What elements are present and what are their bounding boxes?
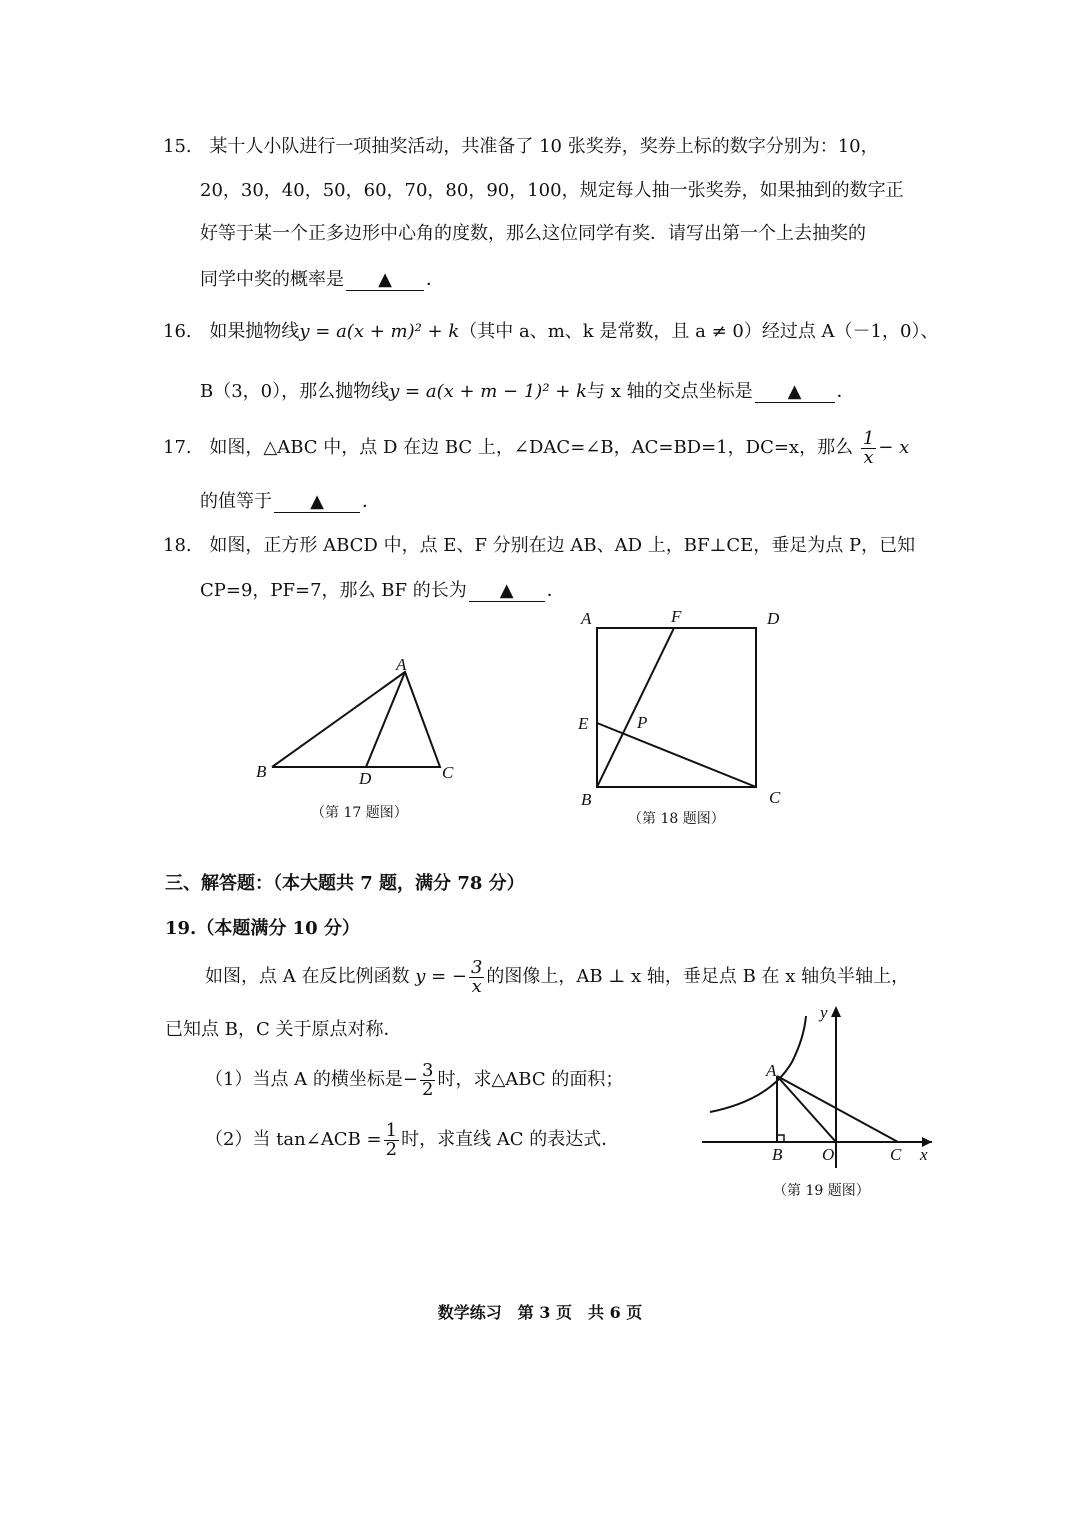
- right-angle-marker: [777, 1135, 784, 1142]
- q18-line1: [163, 534, 915, 558]
- page-footer: 数学练习 第 3 页 共 6 页: [437, 1303, 643, 1322]
- label-f: F: [671, 607, 682, 626]
- segment-ac: [777, 1076, 898, 1142]
- q17-frac-num: 1: [862, 427, 875, 449]
- q19-part1-neg: −: [402, 1069, 418, 1090]
- label-o: O: [822, 1145, 835, 1164]
- q16-number: 16.: [163, 321, 192, 342]
- triangle-abc: [272, 672, 440, 767]
- q15-line3: 好等于某一个正多边形中心角的度数，那么这位同学有奖．请写出第一个上去抽奖的: [200, 223, 866, 244]
- q17-text2: 的值等于: [200, 491, 272, 512]
- figure-18-caption: （第 18 题图）: [628, 811, 725, 827]
- q17-end: ．: [362, 491, 380, 512]
- label-a: A: [766, 1061, 777, 1080]
- q17-frac-den: x: [863, 446, 874, 468]
- label-b: B: [772, 1145, 783, 1164]
- q18-end: ．: [546, 580, 565, 601]
- q19-part1-text: （1）当点 A 的横坐标是: [205, 1069, 403, 1090]
- figure-17: [240, 650, 470, 790]
- q17-line2: [200, 490, 380, 514]
- q16-text2: （其中 a、m、k 是常数，且 a ≠ 0）经过点 A（－1，0）、: [459, 321, 939, 342]
- q17-number: 17.: [163, 437, 192, 458]
- q19-part1-text2: 时，求△ABC 的面积；: [437, 1069, 624, 1090]
- figure-19: [700, 1000, 940, 1175]
- label-p: P: [637, 713, 648, 732]
- q15-line4: [200, 268, 444, 292]
- label-b: B: [256, 762, 267, 781]
- section-3-title: 三、解答题：（本大题共 7 题，满分 78 分）: [165, 873, 525, 894]
- q17-tail: − x: [878, 437, 910, 458]
- q17-answer-blank[interactable]: ▲: [274, 492, 360, 513]
- q19-heading: 19.（本题满分 10 分）: [165, 918, 360, 939]
- q19-part2: [205, 1116, 619, 1164]
- label-a: A: [396, 655, 407, 674]
- q18-line2: [200, 579, 565, 603]
- segment-ao: [777, 1076, 836, 1142]
- q19-text1: 如图，点 A 在反比例函数: [205, 966, 410, 987]
- q17-line1: [163, 428, 909, 468]
- q15-end: ．: [426, 269, 444, 290]
- q18-answer-blank[interactable]: ▲: [469, 581, 545, 602]
- q16-end: ．: [836, 381, 855, 402]
- q19-part1-den: 2: [422, 1078, 434, 1100]
- q16-equation2: y = a(x + m − 1)² + k: [389, 381, 587, 402]
- label-x: x: [920, 1145, 928, 1164]
- q15-number: 15.: [163, 136, 192, 157]
- hyperbola-curve: [710, 1016, 806, 1112]
- q18-number: 18.: [163, 535, 192, 556]
- q18-text2: CP=9，PF=7，那么 BF 的长为: [200, 580, 467, 601]
- q15-answer-blank[interactable]: ▲: [346, 270, 424, 291]
- q15-line2: 20，30，40，50，60，70，80，90，100，规定每人抽一张奖券，如果抽到的数字正: [200, 180, 904, 201]
- q19-part2-text2: 时，求直线 AC 的表达式．: [401, 1129, 620, 1150]
- q19-eq-lhs: y = −: [415, 966, 467, 987]
- q19-part2-den: 2: [385, 1138, 398, 1160]
- q19-part1-num: 3: [422, 1059, 434, 1081]
- q19-line1: [205, 952, 909, 1002]
- figure-17-caption: （第 17 题图）: [311, 805, 408, 821]
- q16-equation1: y = a(x + m)² + k: [299, 321, 460, 342]
- label-e: E: [578, 714, 589, 733]
- segment-bf: [597, 628, 674, 787]
- q17-text1: 如图，△ABC 中，点 D 在边 BC 上，∠DAC=∠B，AC=BD=1，DC=x，那么: [209, 437, 854, 458]
- q19-part1: [205, 1056, 623, 1104]
- q19-frac-den: x: [471, 975, 482, 997]
- q16-answer-blank[interactable]: ▲: [755, 382, 835, 403]
- label-y: y: [820, 1003, 828, 1022]
- q15-line1: [163, 135, 879, 159]
- label-d: D: [767, 609, 780, 628]
- q19-fraction: [469, 956, 484, 997]
- q19-text1b: 的图像上，AB ⊥ x 轴，垂足点 B 在 x 轴负半轴上，: [486, 966, 910, 987]
- y-axis-arrow-icon: [831, 1006, 841, 1017]
- label-d: D: [359, 769, 372, 788]
- q19-part2-fraction: [384, 1119, 399, 1160]
- q19-part2-num: 1: [385, 1119, 398, 1141]
- figure-19-caption: （第 19 题图）: [773, 1183, 870, 1199]
- label-a: A: [581, 609, 592, 628]
- q16-text3: B（3，0），那么抛物线: [200, 381, 390, 402]
- q19-part2-text: （2）当 tan∠ACB =: [205, 1129, 382, 1150]
- q19-frac-num: 3: [470, 956, 483, 978]
- q19-line2: 已知点 B，C 关于原点对称．: [165, 1019, 402, 1040]
- segment-ec: [597, 723, 756, 787]
- q16-text1: 如果抛物线: [209, 321, 300, 342]
- q15-text1: 某十人小队进行一项抽奖活动，共准备了 10 张奖券，奖券上标的数字分别为：10，: [209, 136, 879, 157]
- q16-text4: 与 x 轴的交点坐标是: [586, 381, 753, 402]
- label-c: C: [442, 763, 454, 782]
- label-c: C: [890, 1145, 902, 1164]
- square-abcd: [597, 628, 756, 787]
- q18-text1: 如图，正方形 ABCD 中，点 E、F 分别在边 AB、AD 上，BF⊥CE，垂足为点 P，已知: [209, 535, 916, 556]
- q16-line2: [200, 380, 855, 404]
- label-c: C: [769, 788, 781, 807]
- q19-part1-fraction: [420, 1059, 435, 1100]
- figure-18: [570, 602, 800, 812]
- q16-line1: [163, 320, 938, 344]
- q15-text4: 同学中奖的概率是: [200, 269, 344, 290]
- label-b: B: [581, 790, 592, 809]
- q17-fraction: [861, 427, 876, 468]
